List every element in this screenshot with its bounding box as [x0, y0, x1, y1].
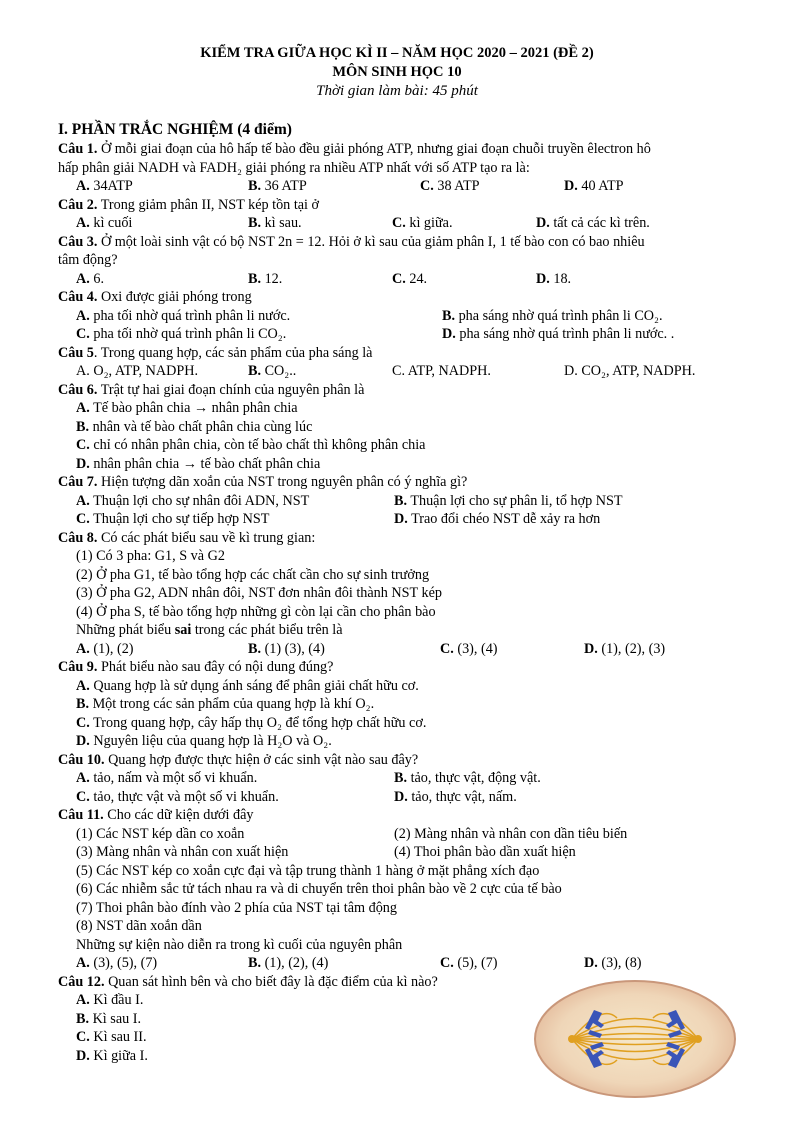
statement-row: [58, 843, 748, 862]
option-b[interactable]: B. CO₂..: [248, 363, 297, 379]
option-b[interactable]: B. 12.: [248, 270, 283, 287]
exam-header: [0, 44, 794, 101]
option-c[interactable]: C. Trong quang hợp, cây hấp thụ O₂ để tổng hợp chất hữu cơ.: [76, 714, 427, 731]
section-heading: I. PHẦN TRẮC NGHIỆM (4 điểm): [58, 121, 292, 138]
question-number: Câu 3.: [58, 233, 98, 250]
statement: (1) Các NST kép dần co xoắn: [76, 825, 245, 842]
options-row: [58, 640, 748, 659]
statement: (2) Màng nhân và nhân con dần tiêu biến: [394, 825, 628, 842]
option-d[interactable]: D. (3), (8): [584, 955, 642, 971]
question-8: [58, 529, 748, 548]
options-row: [58, 362, 748, 381]
question-prompt: Những sự kiện nào diễn ra trong kì cuối của nguyên phân: [76, 936, 403, 953]
question-text: . Trong quang hợp, các sản phẩm của pha sáng là: [93, 344, 373, 361]
option-b[interactable]: B. Thuận lợi cho sự phân li, tổ hợp NST: [394, 492, 623, 509]
option-b[interactable]: B. Một trong các sản phẩm của quang hợp là khí O₂.: [76, 696, 375, 712]
question-text: Cho các dữ kiện dưới đây: [107, 807, 254, 823]
option-d[interactable]: D. Nguyên liệu của quang hợp là H₂O và O₂.: [76, 733, 332, 749]
statement: (4) Ở pha S, tế bào tổng hợp những gì còn lại cần cho phân bào: [76, 603, 436, 620]
exam-title: KIỂM TRA GIỮA HỌC KÌ II – NĂM HỌC 2020 – 2021 (ĐỀ 2): [200, 45, 594, 61]
options-row: [58, 177, 748, 196]
question-text: Trong giảm phân II, NST kép tồn tại ở: [100, 196, 320, 213]
option-a[interactable]: A. 34ATP: [76, 178, 133, 194]
subject-title: MÔN SINH HỌC 10: [332, 64, 462, 80]
options-row: [58, 510, 748, 529]
question-text: Quang hợp được thực hiện ở các sinh vật nào sau đây?: [108, 751, 419, 768]
option-b[interactable]: B. tảo, thực vật, động vật.: [394, 770, 541, 786]
option-b[interactable]: B. 36 ATP: [248, 178, 307, 194]
option-b[interactable]: B. pha sáng nhờ quá trình phân li CO₂.: [442, 307, 663, 324]
exam-content: [58, 120, 748, 1065]
option-b[interactable]: B. kì sau.: [248, 215, 302, 231]
option-a[interactable]: A. Quang hợp là sử dụng ánh sáng để phân giải chất hữu cơ.: [76, 677, 419, 694]
question-prompt: Những phát biểu sai trong các phát biểu trên là: [76, 622, 343, 638]
option-d[interactable]: D. nhân phân chia → tế bào chất phân chia: [76, 455, 321, 472]
option-c[interactable]: C. Thuận lợi cho sự tiếp hợp NST: [76, 511, 270, 527]
option-a[interactable]: A. pha tối nhờ quá trình phân li nước.: [76, 307, 291, 324]
option-b[interactable]: B. (1) (3), (4): [248, 640, 325, 657]
options-row: [58, 954, 748, 973]
option-d[interactable]: D. 40 ATP: [564, 178, 624, 194]
option-a[interactable]: A. Kì đầu I.: [76, 992, 144, 1008]
option-a[interactable]: A. (3), (5), (7): [76, 955, 158, 971]
option-d[interactable]: D. 18.: [536, 270, 572, 287]
question-text-cont: tâm động?: [58, 252, 118, 268]
option-a[interactable]: A. kì cuối: [76, 215, 133, 231]
option-c[interactable]: C. kì giữa.: [392, 215, 453, 231]
statement: (1) Có 3 pha: G1, S và G2: [76, 548, 225, 564]
option-d[interactable]: D. Kì giữa I.: [76, 1047, 148, 1064]
question-number: Câu 12.: [58, 973, 105, 990]
question-10: [58, 751, 748, 770]
option-c[interactable]: C. (3), (4): [440, 640, 498, 657]
question-4: [58, 288, 748, 307]
question-text: Ở mỗi giai đoạn của hô hấp tế bào đều giải phóng ATP, nhưng giai đoạn chuỗi truyền êlectron hô: [100, 141, 651, 157]
question-text: Oxi được giải phóng trong: [100, 289, 252, 305]
question-text: Quan sát hình bên và cho biết đây là đặc điểm của kì nào?: [108, 973, 438, 990]
question-number: Câu 5: [58, 344, 94, 361]
question-9: [58, 658, 748, 677]
option-c[interactable]: C. (5), (7): [440, 955, 498, 971]
option-d[interactable]: D. (1), (2), (3): [584, 640, 666, 657]
question-7: [58, 473, 748, 492]
question-1: [58, 140, 748, 177]
question-number: Câu 7.: [58, 474, 98, 490]
statement: (3) Ở pha G2, ADN nhân đôi, NST đơn nhân đôi thành NST kép: [76, 585, 442, 601]
option-b[interactable]: B. (1), (2), (4): [248, 955, 329, 971]
question-number: Câu 2.: [58, 196, 98, 213]
option-d[interactable]: D. tảo, thực vật, nấm.: [394, 788, 517, 805]
question-number: Câu 11.: [58, 807, 104, 823]
question-text: Có các phát biểu sau về kì trung gian:: [100, 529, 316, 546]
options-row: [58, 788, 748, 807]
option-c[interactable]: C. 38 ATP: [420, 178, 480, 194]
statement-row: [58, 825, 748, 844]
centrosome-right: [694, 1035, 702, 1043]
question-number: Câu 1.: [58, 141, 98, 157]
question-number: Câu 9.: [58, 659, 98, 675]
question-number: Câu 6.: [58, 381, 98, 398]
time-limit: Thời gian làm bài: 45 phút: [316, 83, 478, 99]
question-text: Trật tự hai giai đoạn chính của nguyên phân là: [100, 381, 365, 398]
option-c[interactable]: C. Kì sau II.: [76, 1029, 147, 1045]
question-number: Câu 10.: [58, 751, 105, 768]
options-row: [58, 307, 748, 326]
options-row: [58, 769, 748, 788]
option-b[interactable]: B. Kì sau I.: [76, 1010, 142, 1027]
question-number: Câu 4.: [58, 289, 98, 305]
option-c[interactable]: C. pha tối nhờ quá trình phân li CO₂.: [76, 326, 287, 342]
option-d[interactable]: D. pha sáng nhờ quá trình phân li nước. .: [442, 326, 675, 342]
option-a[interactable]: A. 6.: [76, 270, 104, 287]
option-b[interactable]: B. nhân và tế bào chất phân chia cùng lúc: [76, 418, 313, 435]
question-text: Ở một loài sinh vật có bộ NST 2n = 12. Hỏi ở kì sau của giảm phân I, 1 tế bào con có bao nhiêu: [100, 233, 645, 250]
option-a[interactable]: A. Thuận lợi cho sự nhân đôi ADN, NST: [76, 492, 310, 509]
question-number: Câu 8.: [58, 529, 98, 546]
statement: (7) Thoi phân bào đính vào 2 phía của NST tại tâm động: [76, 899, 397, 916]
option-a[interactable]: A. O₂, ATP, NADPH.: [76, 363, 199, 379]
statement: (4) Thoi phân bào dần xuất hiện: [394, 844, 576, 860]
options-row: [58, 214, 748, 233]
option-a[interactable]: A. tảo, nấm và một số vi khuẩn.: [76, 770, 258, 786]
cell-division-figure: [532, 978, 738, 1100]
question-11: [58, 806, 748, 825]
question-2: [58, 196, 748, 215]
option-a[interactable]: A. (1), (2): [76, 640, 134, 657]
option-d[interactable]: D. tất cả các kì trên.: [536, 215, 650, 231]
statement: (5) Các NST kép co xoắn cực đại và tập trung thành 1 hàng ở mặt phẳng xích đạo: [76, 862, 540, 879]
centrosome-left: [568, 1035, 576, 1043]
option-a[interactable]: A. Tế bào phân chia → nhân phân chia: [76, 400, 298, 416]
option-c[interactable]: C. ATP, NADPH.: [392, 363, 491, 379]
option-c[interactable]: C. chỉ có nhân phân chia, còn tế bào chất thì không phân chia: [76, 437, 426, 453]
question-6: [58, 381, 748, 400]
option-d[interactable]: D. Trao đổi chéo NST dễ xảy ra hơn: [394, 511, 601, 527]
statement: (6) Các nhiễm sắc tử tách nhau ra và di chuyển trên thoi phân bào về 2 cực của tế bào: [76, 881, 562, 897]
statement: (3) Màng nhân và nhân con xuất hiện: [76, 844, 289, 860]
question-3: [58, 233, 748, 270]
option-d[interactable]: D. CO₂, ATP, NADPH.: [564, 363, 696, 379]
question-5: [58, 344, 748, 363]
options-row: [58, 270, 748, 289]
options-row: [58, 325, 748, 344]
question-text-cont: hấp phân giải NADH và FADH₂ giải phóng ra nhiều ATP nhất với số ATP tạo ra là:: [58, 159, 530, 176]
question-text: Phát biểu nào sau đây có nội dung đúng?: [100, 659, 334, 675]
statement: (8) NST dãn xoắn dần: [76, 918, 202, 934]
option-c[interactable]: C. 24.: [392, 270, 428, 287]
option-c[interactable]: C. tảo, thực vật và một số vi khuẩn.: [76, 788, 279, 805]
options-row: [58, 492, 748, 511]
question-text: Hiện tượng dãn xoắn của NST trong nguyên phân có ý nghĩa gì?: [100, 474, 468, 490]
statement: (2) Ở pha G1, tế bào tổng hợp các chất cần cho sự sinh trưởng: [76, 566, 430, 583]
